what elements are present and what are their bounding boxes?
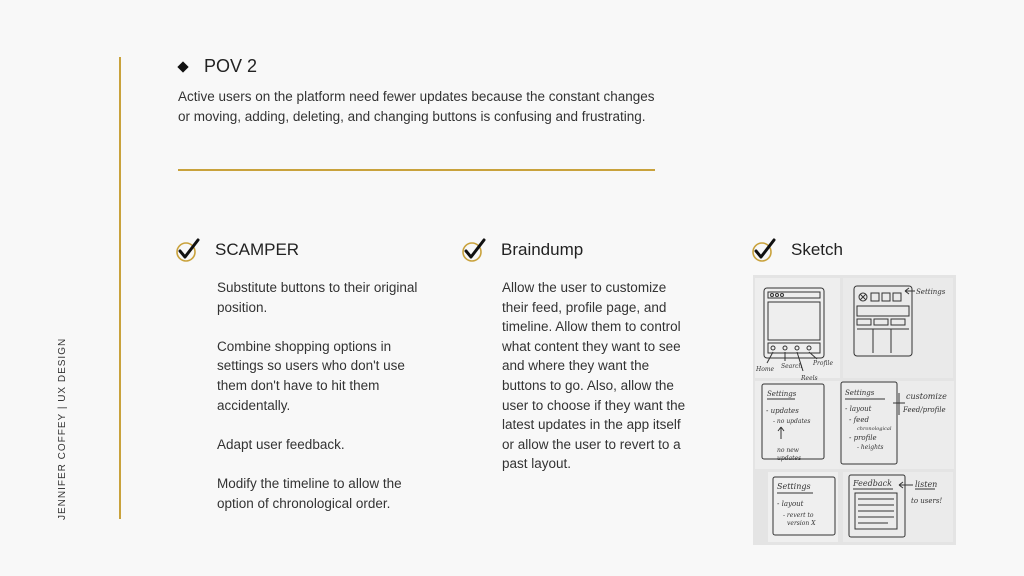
sketch-feed-profile: Feed/profile (903, 406, 946, 414)
scamper-item: Combine shopping options in settings so users who don't use them don't have to hit them accidentally. (217, 338, 405, 413)
sketch-home: Home (756, 366, 775, 373)
braindump-title: Braindump (501, 240, 584, 259)
sketch-search: Search (781, 363, 803, 370)
sketch-s3-line: version X (787, 520, 816, 527)
scamper-item: Substitute buttons to their original position. (217, 280, 418, 315)
sketch-heading (752, 237, 843, 263)
pov-heading (178, 56, 257, 77)
horizontal-divider (178, 169, 655, 171)
sketch-s3-line: - revert to (783, 512, 814, 519)
sketch-title: Sketch (791, 240, 843, 259)
scamper-item: Adapt user feedback. (217, 436, 345, 452)
sketch-s2-title: Settings (845, 389, 875, 397)
sketch-s1-line: no new (777, 447, 799, 454)
author-label: JENNIFER COFFEY | UX DESIGN (57, 337, 68, 520)
sketch-to-users: to users! (911, 497, 943, 505)
diamond-bullet-icon (177, 61, 188, 72)
scamper-heading (176, 237, 299, 263)
sketch-s2-line: chronological (857, 426, 892, 432)
braindump-heading (462, 237, 583, 263)
sketch-s1-title: Settings (767, 390, 797, 398)
vertical-divider (119, 57, 121, 519)
sketch-image (753, 275, 956, 545)
sketch-s1-line: - updates (766, 407, 799, 415)
sketch-settings-label: Settings (916, 288, 946, 296)
pov-text: Active users on the platform need fewer updates because the constant changes or moving, adding, deleting, and changing buttons is confusing and frustrating. (178, 89, 655, 124)
sketch-s2-line: - layout (845, 405, 872, 413)
sketch-feedback-title: Feedback (853, 479, 892, 488)
sketch-reels: Reels (801, 375, 818, 382)
checkmark-icon (752, 237, 778, 263)
scamper-item: Modify the timeline to allow the option of chronological order. (217, 475, 402, 511)
sketch-s2-line: - feed (849, 416, 869, 424)
scamper-list (217, 278, 437, 533)
sketch-s2-line: - profile (849, 434, 877, 442)
checkmark-icon (462, 237, 488, 263)
sketch-s3-line: - layout (777, 500, 804, 508)
pov-title: POV 2 (204, 56, 258, 76)
sketch-s2-line: - heights (857, 444, 884, 451)
scamper-title: SCAMPER (215, 240, 300, 259)
sketch-customize: customize (906, 392, 947, 401)
braindump-text: Allow the user to customize their feed, profile page, and timeline. Allow them to control what content they want to see and where they want the buttons to go. Also, allow the user to choose if they want the latest updates in the app itself or allow the user to revert to a past layout. (502, 280, 686, 472)
sketch-s3-title: Settings (777, 482, 811, 491)
sketch-s1-line: updates (777, 455, 802, 462)
checkmark-icon (176, 237, 202, 263)
sketch-listen: listen (915, 480, 938, 489)
wireframe-sketch (753, 275, 956, 545)
sketch-profile: Profile (813, 360, 833, 367)
sketch-s1-line: - no updates (773, 418, 811, 425)
